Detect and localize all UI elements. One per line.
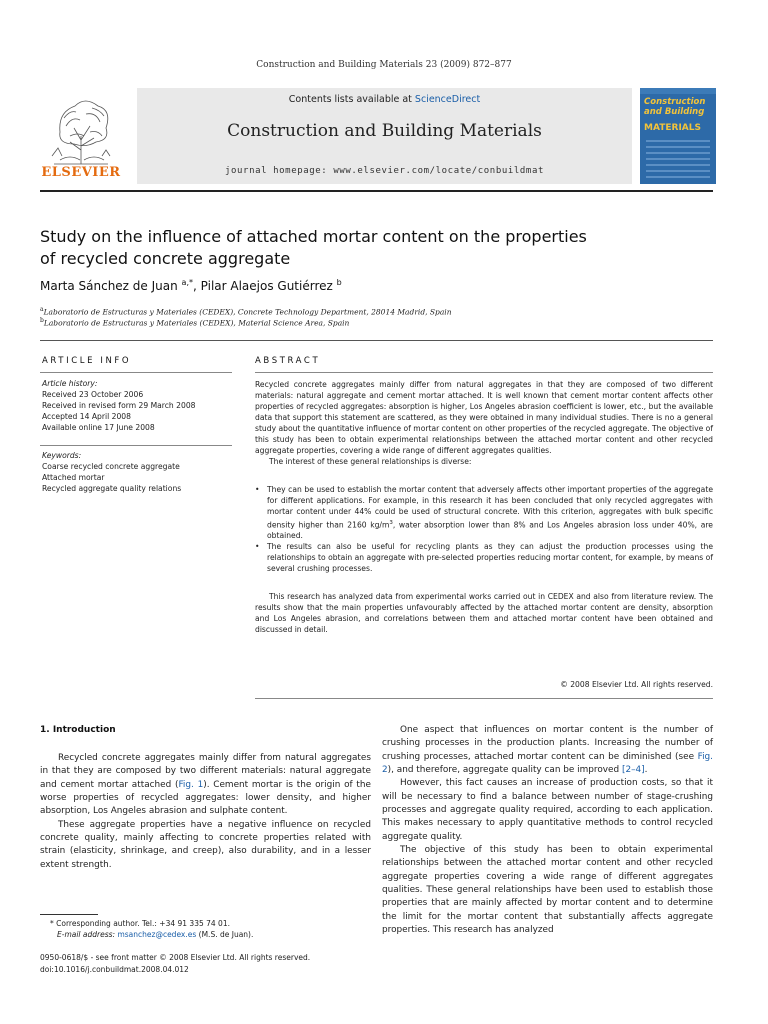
affiliation-a [40, 306, 452, 317]
author-affiliation-mark: b [336, 278, 342, 287]
paragraph-text: . [644, 765, 648, 776]
footnote-rule [40, 914, 98, 915]
abstract-copyright: © 2008 Elsevier Ltd. All rights reserved. [560, 680, 713, 689]
introduction-heading: 1. Introduction [40, 725, 116, 735]
bullet-text: The results can also be useful for recycling plants as they can adjust the production processes using the relationships to obtain an aggregate with pre-selected properties reducing mortar content, for example, by means of several crushing processes. [267, 542, 713, 574]
reference-link[interactable]: [2–4] [621, 765, 645, 776]
bullet-icon: • [255, 485, 260, 495]
author-name: Pilar Alaejos Gutiérrez [200, 279, 333, 293]
corresponding-author-mark[interactable]: * [189, 278, 193, 287]
bullet-text: , water absorption lower than 8% and Los Angeles abrasion loss under 40%, are obtained. [267, 520, 713, 541]
journal-homepage[interactable]: journal homepage: www.elsevier.com/locate/conbuildmat [225, 166, 544, 176]
body-paragraph: The objective of this study has been to obtain experimental relationships between the attached mortar content and other recycled aggregate properties covering a wide range of different aggregates qualities. These general relationships have been used to establish those properties that are mainly affected by mortar content and to determine the limit for the mortar content that substantially affects aggregate properties. This research has analyzed [382, 845, 713, 936]
email-label: E-mail address: [57, 930, 116, 939]
keywords-rule [40, 445, 232, 446]
contents-prefix: Contents lists available at [288, 94, 415, 105]
keyword: Attached mortar [42, 472, 105, 482]
affiliation-b [40, 317, 349, 328]
abstract-paragraph: This research has analyzed data from experimental works carried out in CEDEX and also from literature review. The results show that the main properties unfavourably affected by the attached mortar content are density, absorption and Los Angeles abrasion, and correlations between them and attached mortar content have been obtained and discussed in detail. [255, 592, 713, 635]
abstract-rule [255, 372, 713, 373]
sciencedirect-link[interactable]: ScienceDirect [414, 94, 481, 105]
author-list [40, 278, 342, 293]
author-affiliation-mark: a, [181, 278, 189, 287]
affiliation-mark: b [40, 317, 44, 324]
article-title [40, 226, 700, 270]
keywords-label: Keywords: [42, 451, 82, 460]
body-paragraph [382, 724, 713, 777]
paragraph-text: ), and therefore, aggregate quality can be improved [387, 765, 622, 776]
section-rule [40, 340, 713, 341]
article-history [42, 379, 232, 434]
journal-reference: Construction and Building Materials 23 (2009) 872–877 [256, 60, 512, 70]
bullet-superscript: 3 [389, 519, 393, 526]
cover-decoration [646, 140, 710, 182]
abstract-bullet [255, 484, 713, 541]
abstract-paragraph: Recycled concrete aggregates mainly differ from natural aggregates in that they are composed of two different materials: natural aggregate and cement mortar attached. It is well known that cement mortar content affects other properties of recycled aggregates: absorption is higher, Los Angeles abrasion coefficient is lower, etc., but the available data that support this statement are scattered, as they were obtained in many individual studies. There is no a general study about the quantitative influence of mortar content on other properties of the recycled aggregate. The objective of this study has been to obtain experimental relationships between the attached mortar content and other recycled aggregate properties, covering a wide range of different aggregates qualities. [255, 380, 713, 456]
abstract-bullet-list [255, 484, 713, 574]
title-line-1: Study on the influence of attached mortar content on the properties [40, 227, 587, 246]
bullet-text: They can be used to establish the mortar content that adversely affects other important properties of the aggregate for different applications. For example, in this research it has been concluded that only recycled aggregates with mortar content under 44% could be used of structural concrete. With this criterion, aggregates with bulk specific density higher than 2160 kg/m [267, 485, 713, 530]
affiliation-text: Laboratorio de Estructuras y Materiales (CEDEX), Material Science Area, Spain [43, 318, 350, 328]
figure-1-link[interactable]: Fig. 1 [178, 779, 204, 790]
body-paragraph: However, this fact causes an increase of production costs, so that it will be necessary to find a balance between number of stage-crushing processes and aggregate quality required, according to each application. This makes necessary to apply quantitative methods to control recycled aggregate quality. [382, 778, 713, 842]
body-paragraph: These aggregate properties have a negative influence on recycled concrete quality, mainly affecting to concrete properties related with strain (elasticity, shrinkage, and creep), also durability, and in a lesser extent strength. [40, 819, 371, 870]
email-link[interactable]: msanchez@cedex.es [117, 930, 197, 939]
article-info-heading: ARTICLE INFO [42, 356, 132, 366]
history-item: Received 23 October 2006 [42, 389, 144, 399]
affiliation-text: Laboratorio de Estructuras y Materiales (CEDEX), Concrete Technology Department, 28014 Madrid, Spain [43, 307, 452, 317]
cover-top-strip [640, 88, 716, 94]
history-item: Available online 17 June 2008 [42, 422, 155, 432]
header-rule [40, 190, 713, 192]
keyword: Recycled aggregate quality relations [42, 483, 182, 493]
corresponding-author-note: * Corresponding author. Tel.: +34 91 335 74 01. [50, 919, 230, 928]
abstract-bullet [255, 541, 713, 574]
abstract-end-rule [255, 698, 713, 699]
paragraph-text: Recycled concrete aggregates mainly differ from natural aggregates in that they are composed by two different materials: natural aggregate and cement mortar attached ( [40, 753, 371, 790]
cover-title: Construction and Building [644, 97, 706, 117]
doi-line[interactable]: doi:10.1016/j.conbuildmat.2008.04.012 [40, 965, 189, 974]
body-paragraph [40, 752, 371, 819]
email-suffix: (M.S. de Juan). [196, 930, 254, 939]
figure-2-link[interactable]: Fig. 2 [382, 751, 713, 776]
journal-name: Construction and Building Materials [227, 121, 542, 141]
keyword: Coarse recycled concrete aggregate [42, 461, 180, 471]
intro-left-column [40, 752, 371, 872]
article-info-rule [40, 372, 232, 373]
contents-availability-line [137, 94, 632, 105]
keywords-block [42, 451, 232, 495]
intro-right-column [382, 724, 713, 938]
journal-cover-thumbnail [640, 88, 716, 184]
author-name: Marta Sánchez de Juan [40, 279, 178, 293]
abstract-body [255, 379, 713, 635]
affiliation-mark: a [40, 306, 44, 313]
author-separator: , [193, 279, 201, 293]
history-item: Received in revised form 29 March 2008 [42, 400, 196, 410]
bullet-icon: • [255, 542, 260, 552]
cover-subtitle: MATERIALS [644, 123, 701, 133]
history-label: Article history: [42, 379, 98, 388]
elsevier-logo-text: ELSEVIER [41, 165, 121, 180]
abstract-interest-line: The interest of these general relationships is diverse: [269, 457, 472, 467]
history-item: Accepted 14 April 2008 [42, 411, 131, 421]
paragraph-text: ). Cement mortar is the origin of the worse properties of recycled aggregates: lower density, and higher absorption, Los Angeles abrasion and sulphate content. [40, 779, 371, 817]
title-line-2: of recycled concrete aggregate [40, 249, 291, 268]
paragraph-text: One aspect that influences on mortar content is the number of crushing processes in the production plants. Increasing the number of crushing processes, attached mortar content can be diminished (see [382, 725, 713, 762]
email-note [57, 929, 253, 941]
issn-line: 0950-0618/$ - see front matter © 2008 Elsevier Ltd. All rights reserved. [40, 953, 311, 962]
abstract-heading: ABSTRACT [255, 356, 321, 366]
